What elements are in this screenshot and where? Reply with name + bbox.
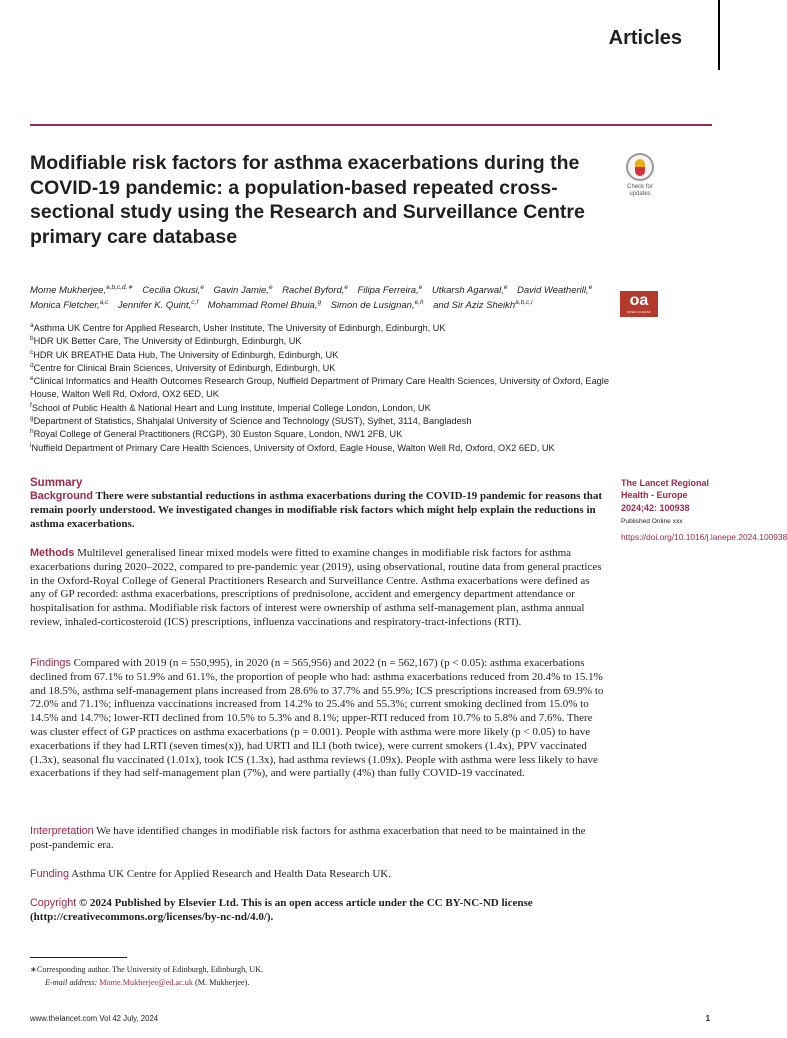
- author-affiliation-marker: e: [344, 283, 348, 291]
- author-name: Gavin Jamie,: [213, 285, 269, 296]
- author-name: David Weatherill,: [516, 285, 589, 296]
- background-text: There were substantial reductions in asthma exacerbations during the COVID-19 pandemic for reasons that remain poorly understood. We investigated changes in modifiable risk factors which might help explain the reductions in asthma exacerbations.: [30, 490, 603, 530]
- affiliation-item: [30, 375, 615, 402]
- author-name: Rachel Byford,: [282, 285, 345, 296]
- author-name: Filipa Ferreira,: [357, 285, 419, 296]
- affiliation-item: [30, 442, 615, 455]
- article-title: Modifiable risk factors for asthma exacerbations during the COVID-19 pandemic: a population-based repeated cross-sectional study using the Research and Surveillance Centre primary care database: [30, 152, 585, 248]
- section-label: Articles: [608, 27, 682, 49]
- affiliation-key: e: [30, 375, 34, 383]
- email-suffix: (M. Mukherjee).: [193, 978, 250, 987]
- summary-findings: [30, 657, 607, 781]
- check-for-updates-button[interactable]: [620, 153, 660, 203]
- summary-copyright: [30, 897, 607, 925]
- author-name: Mohammad Romel Bhuia,: [207, 300, 318, 311]
- affiliation-list: [30, 322, 615, 455]
- funding-label: Funding: [30, 868, 70, 880]
- author-name: and Sir Aziz Sheikh: [433, 300, 516, 311]
- author-name: Mome Mukherjee,: [30, 285, 107, 296]
- open-access-subtext: OPEN ACCESS: [627, 310, 651, 314]
- summary-background: [30, 490, 607, 531]
- author-name: Jennifer K. Quint,: [117, 300, 192, 311]
- affiliation-item: [30, 428, 615, 441]
- affiliation-key: b: [30, 335, 34, 343]
- journal-citation: The Lancet Regional Health - Europe 2024;42: 100938: [621, 478, 710, 513]
- affiliation-item: [30, 322, 615, 335]
- affiliation-key: h: [30, 428, 34, 436]
- header-rule: [30, 124, 712, 126]
- check-for-updates-icon: [626, 153, 654, 181]
- affiliation-item: [30, 402, 615, 415]
- email-note: [45, 977, 645, 989]
- author-name: Simon de Lusignan,: [330, 300, 415, 311]
- copyright-end: ).: [266, 910, 274, 923]
- author-name: Monica Fletcher,: [30, 300, 100, 311]
- affiliation-text: Asthma UK Centre for Applied Research, Usher Institute, The University of Edinburgh, Edinburgh, UK: [33, 323, 446, 333]
- summary-methods: [30, 547, 607, 630]
- summary-funding: [30, 868, 607, 882]
- affiliation-text: HDR UK Better Care, The University of Edinburgh, Edinburgh, UK: [33, 336, 302, 347]
- affiliation-text: Department of Statistics, Shahjalal University of Science and Technology (SUST), Sylhet, 3114, Bangladesh: [33, 416, 472, 427]
- affiliation-key: c: [30, 348, 34, 356]
- author-affiliation-marker: e: [503, 283, 508, 291]
- findings-label: Findings: [30, 657, 71, 669]
- copyright-label: Copyright: [30, 897, 77, 909]
- author-affiliation-marker: c,f: [191, 298, 199, 306]
- corresponding-author-note: ∗Corresponding author. The University of Edinburgh, Edinburgh, UK.: [30, 965, 264, 974]
- affiliation-item: [30, 362, 615, 375]
- open-access-text: oa: [629, 292, 649, 309]
- affiliation-key: g: [30, 415, 34, 423]
- affiliation-item: [30, 349, 615, 362]
- affiliation-key: f: [30, 401, 32, 409]
- author-list: [30, 283, 605, 313]
- author-affiliation-marker: a,b,c,d,∗: [106, 283, 133, 291]
- affiliation-item: [30, 335, 615, 348]
- affiliation-item: [30, 415, 615, 428]
- footer-journal: www.thelancet.com Vol 42 July, 2024: [30, 1014, 159, 1023]
- author-affiliation-marker: g: [317, 298, 322, 306]
- doi-link[interactable]: https://doi.org/10.1016/j.lanepe.2024.100938: [621, 532, 787, 542]
- author-affiliation-marker: e: [418, 283, 423, 291]
- page-number: 1: [705, 1014, 710, 1023]
- summary-heading: Summary: [30, 477, 83, 489]
- author-affiliation-marker: a,c: [99, 298, 109, 306]
- interpretation-label: Interpretation: [30, 825, 94, 837]
- affiliation-text: Nuffield Department of Primary Care Health Sciences, University of Oxford, Eagle House, Walton Well Rd, Oxford, OX2 6ED, UK: [31, 442, 555, 453]
- affiliation-key: a: [30, 321, 34, 329]
- published-online: Published Online xxx: [621, 518, 683, 525]
- author-affiliation-marker: e: [200, 283, 204, 291]
- author-affiliation-marker: e: [588, 283, 593, 291]
- affiliation-text: Centre for Clinical Brain Sciences, University of Edinburgh, Edinburgh, UK: [33, 362, 336, 373]
- affiliation-text: School of Public Health & National Heart and Lung Institute, Imperial College London, London, UK: [31, 402, 431, 413]
- author-name: Cecilia Okusi,: [142, 285, 201, 296]
- funding-text: Asthma UK Centre for Applied Research and Health Data Research UK.: [69, 868, 391, 880]
- copyright-text: © 2024 Published by Elsevier Ltd. This is an open access article under the CC BY-NC-ND license (: [30, 897, 533, 923]
- author-affiliation-marker: e,h: [414, 298, 424, 306]
- summary-interpretation: [30, 825, 607, 853]
- author-affiliation-marker: a,b,c,i: [515, 298, 533, 306]
- affiliation-key: d: [30, 361, 34, 369]
- footnote-rule: [30, 957, 127, 958]
- open-access-badge: [620, 291, 658, 317]
- affiliation-text: HDR UK BREATHE Data Hub, The University of Edinburgh, Edinburgh, UK: [33, 349, 339, 360]
- affiliation-key: i: [30, 441, 32, 449]
- methods-text: Multilevel generalised linear mixed models were fitted to examine changes in modifiable risk factors for asthma exacerbations during 2020–2022, compared to pre-pandemic year (2019), using observational, routine data from general practices in the Oxford-Royal College of General Practitioners Research and Surveillance Centre. Asthma exacerbations were defined as any of GP recorded: asthma exacerbations, prescriptions of prednisolone, accident and emergency department attendance or hospitalisation for asthma. Modifiable risk factors of interest were ownership of asthma self-management plan, asthma annual review, inhaled-corticosteroid (ICS) prescriptions, influenza vaccinations and respiratory-tract-infections (RTI).: [30, 547, 602, 628]
- methods-label: Methods: [30, 547, 75, 559]
- email-label: E-mail address:: [45, 978, 98, 987]
- author-name: Utkarsh Agarwal,: [431, 285, 504, 296]
- affiliation-text: Royal College of General Practitioners (RCGP), 30 Euston Square, London, NW1 2FB, UK: [33, 429, 403, 440]
- author-affiliation-marker: e: [268, 283, 273, 291]
- affiliation-text: Clinical Informatics and Health Outcomes Research Group, Nuffield Department of Primary Care Health Sciences, University of Oxford, Eagle House, Walton Well Rd, Oxford, OX2 6ED, UK: [30, 376, 609, 400]
- findings-text: Compared with 2019 (n = 550,995), in 2020 (n = 565,956) and 2022 (n = 562,167) (p < 0.05): asthma exacerbations declined from 67.1% to 51.9% and 61.1%, the proportion of people who had: asthma exacerbations reduced from 20.4% to 15.1% and 18.5%, asthma self-management plans increased from 28.6% to 37.7% and 55.9%; ICS prescriptions increased from 69.9% to 72.0% and 71.1%; influenza vaccinations increased from 14.2% to 25.4% and 55.3%; current smoking declined from 15.0% to 14.5% and 14.7%; lower-RTI declined from 10.5% to 5.3% and 8.1%; upper-RTI reduced from 10.7% to 5.8% and 7.6%. There was cluster effect of GP practices on asthma exacerbations (p = 0.001). People with asthma were more likely (p < 0.05) to have exacerbations if they had LRTI (seven times(x)), had URTI and ILI (both twice), were current smokers (1.4x), PPV vaccinated (1.3x), seasonal flu vaccinated (1.01x), took ICS (1.3x), had asthma reviews (1.09x). People with asthma were less likely to have exacerbations if they had self-management plan (7%), and were partially (4%) than fully COVID-19 vaccinated.: [30, 657, 604, 780]
- license-link[interactable]: http://creativecommons.org/licenses/by-nc-nd/4.0/: [33, 910, 267, 923]
- background-label: Background: [30, 490, 93, 502]
- header-rule-vertical: [718, 0, 720, 70]
- email-link[interactable]: Mome.Mukherjee@ed.ac.uk: [99, 978, 193, 987]
- check-for-updates-label: Check for updates: [627, 184, 653, 197]
- interpretation-text: We have identified changes in modifiable risk factors for asthma exacerbation that need to be maintained in the post-pandemic era.: [30, 825, 586, 851]
